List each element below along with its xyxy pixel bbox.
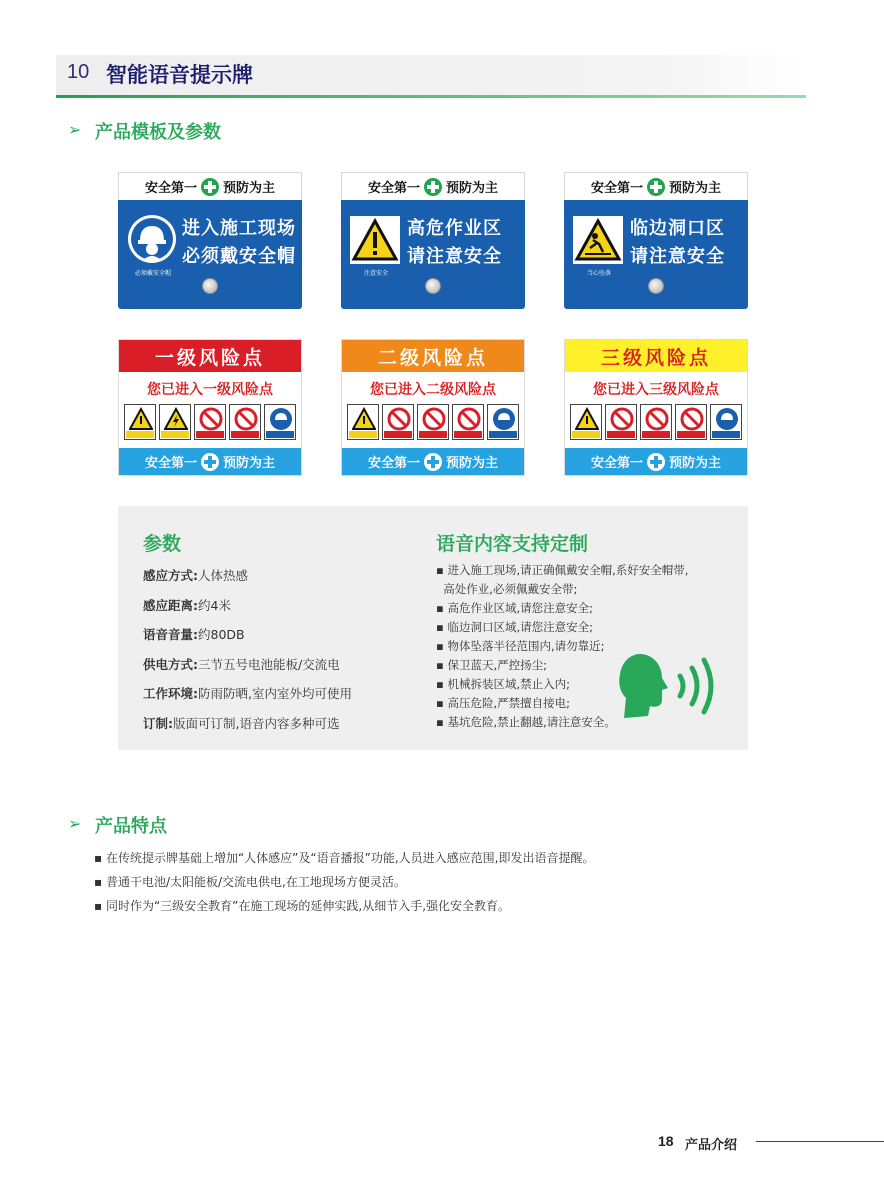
voice-item: ▪ 进入施工现场,请正确佩戴安全帽,系好安全帽带, <box>436 563 689 577</box>
feature-item: ▪ 在传统提示牌基础上增加“人体感应”及“语音播报”功能,人员进入感应范围,即发出语音提醒。 <box>94 851 595 865</box>
risk-footer-text: 安全第一 <box>367 456 420 471</box>
param-label: 工作环境: <box>143 686 198 701</box>
no-entry-icon <box>229 404 261 440</box>
safety-cross-icon <box>647 178 665 196</box>
sensor-dot <box>648 278 664 294</box>
risk-board-title: 一级风险点 <box>119 340 301 372</box>
sign-line-1: 进入施工现场 <box>182 218 296 239</box>
voice-title: 语音内容支持定制 <box>436 533 589 555</box>
sign-icon-label: 必须戴安全帽 <box>134 270 171 277</box>
footer-label: 产品介绍 <box>685 1138 738 1153</box>
no-entry-icon <box>675 404 707 440</box>
param-value: 版面可订制,语音内容多种可选 <box>173 716 340 731</box>
voice-item: ▪ 临边洞口区域,请您注意安全; <box>436 620 593 634</box>
voice-item: ▪ 基坑危险,禁止翻越,请注意安全。 <box>436 715 616 729</box>
param-row <box>143 684 352 702</box>
sign-top-text: 安全第一 <box>144 181 197 196</box>
safety-cross-icon <box>424 178 442 196</box>
voice-item: ▪ 物体坠落半径范围内,请勿靠近; <box>436 639 605 653</box>
arrow-icon: ➢ <box>68 814 82 833</box>
prohibition-icon <box>194 404 226 440</box>
mandatory-helmet-icon <box>710 404 742 440</box>
feature-item: ▪ 普通干电池/太阳能板/交流电供电,在工地现场方便灵活。 <box>94 875 406 889</box>
param-value: 人体热感 <box>198 568 249 583</box>
risk-icon-row <box>570 404 742 442</box>
risk-footer-text-2: 预防为主 <box>446 456 499 471</box>
safety-cross-icon <box>424 453 442 471</box>
speaking-head-icon <box>618 652 722 720</box>
risk-board-subtitle: 您已进入三级风险点 <box>593 382 719 398</box>
param-row <box>143 566 248 584</box>
warning-sign-icon <box>347 404 379 440</box>
param-label: 订制: <box>143 716 173 731</box>
voice-item: ▪ 机械拆装区域,禁止入内; <box>436 677 570 691</box>
sign-line-2: 必须戴安全帽 <box>182 246 296 267</box>
mandatory-helmet-icon <box>264 404 296 440</box>
param-row <box>143 625 245 643</box>
footer-rule <box>756 1141 884 1142</box>
param-row <box>143 596 231 614</box>
sign-icon-label: 注意安全 <box>363 270 388 277</box>
section-title-templates: 产品模板及参数 <box>95 122 221 143</box>
mandatory-helmet-icon <box>487 404 519 440</box>
risk-footer-text: 安全第一 <box>590 456 643 471</box>
param-value: 三节五号电池能板/交流电 <box>198 657 340 672</box>
param-row <box>143 655 340 673</box>
safety-cross-icon <box>201 453 219 471</box>
risk-board-title: 二级风险点 <box>342 340 524 372</box>
risk-board-subtitle: 您已进入二级风险点 <box>370 382 496 398</box>
prohibition-icon <box>605 404 637 440</box>
param-value: 防雨防晒,室内室外均可使用 <box>198 686 352 701</box>
sign-card-1 <box>118 172 302 309</box>
sign-line-1: 高危作业区 <box>407 218 502 239</box>
risk-board-title: 三级风险点 <box>565 340 747 372</box>
voice-item: ▪ 高压危险,严禁擅自接电; <box>436 696 570 710</box>
no-entry-icon <box>452 404 484 440</box>
sensor-dot <box>202 278 218 294</box>
voice-item: 高处作业,必须佩戴安全带; <box>436 582 578 596</box>
risk-icon-row <box>124 404 296 442</box>
param-label: 语音音量: <box>143 627 198 642</box>
sign-card-3 <box>564 172 748 309</box>
risk-board-footer <box>119 448 301 475</box>
param-label: 感应方式: <box>143 568 198 583</box>
param-label: 感应距离: <box>143 598 198 613</box>
page-number: 18 <box>658 1133 674 1149</box>
sensor-dot <box>425 278 441 294</box>
feature-item: ▪ 同时作为“三级安全教育”在施工现场的延伸实践,从细节入手,强化安全教育。 <box>94 899 511 913</box>
sign-line-2: 请注意安全 <box>630 246 725 267</box>
helmet-icon <box>127 214 177 264</box>
prohibition-icon <box>640 404 672 440</box>
sign-top-text-2: 预防为主 <box>669 181 722 196</box>
sign-top-text: 安全第一 <box>367 181 420 196</box>
section-number: 10 <box>67 61 90 83</box>
safety-cross-icon <box>201 178 219 196</box>
param-label: 供电方式: <box>143 657 198 672</box>
risk-board-level-2 <box>341 339 525 476</box>
electric-warning-icon <box>159 404 191 440</box>
param-row <box>143 714 339 732</box>
fall-warning-icon <box>573 214 623 264</box>
sign-top-text: 安全第一 <box>590 181 643 196</box>
warning-sign-icon <box>570 404 602 440</box>
section-title-features: 产品特点 <box>95 816 167 837</box>
sign-card-2 <box>341 172 525 309</box>
warning-sign-icon <box>124 404 156 440</box>
params-title: 参数 <box>143 533 182 555</box>
risk-board-footer <box>565 448 747 475</box>
sign-top-bar <box>118 172 302 200</box>
warning-icon <box>350 214 400 264</box>
sign-top-text-2: 预防为主 <box>223 181 276 196</box>
page-title: 智能语音提示牌 <box>106 63 253 87</box>
risk-board-level-1 <box>118 339 302 476</box>
risk-board-footer <box>342 448 524 475</box>
param-value: 约4米 <box>198 598 231 613</box>
risk-board-subtitle: 您已进入一级风险点 <box>147 382 273 398</box>
sign-top-text-2: 预防为主 <box>446 181 499 196</box>
prohibition-icon <box>417 404 449 440</box>
risk-footer-text-2: 预防为主 <box>669 456 722 471</box>
voice-item: ▪ 高危作业区域,请您注意安全; <box>436 601 593 615</box>
header-underline <box>56 95 806 98</box>
risk-icon-row <box>347 404 519 442</box>
voice-item: ▪ 保卫蓝天,严控扬尘; <box>436 658 547 672</box>
risk-board-level-3 <box>564 339 748 476</box>
sign-line-2: 请注意安全 <box>407 246 502 267</box>
sign-top-bar <box>564 172 748 200</box>
risk-footer-text: 安全第一 <box>144 456 197 471</box>
param-value: 约80DB <box>198 627 245 642</box>
risk-footer-text-2: 预防为主 <box>223 456 276 471</box>
sign-line-1: 临边洞口区 <box>630 218 725 239</box>
sign-top-bar <box>341 172 525 200</box>
prohibition-icon <box>382 404 414 440</box>
arrow-icon: ➢ <box>68 120 82 139</box>
sign-icon-label: 当心坠落 <box>586 270 611 277</box>
safety-cross-icon <box>647 453 665 471</box>
